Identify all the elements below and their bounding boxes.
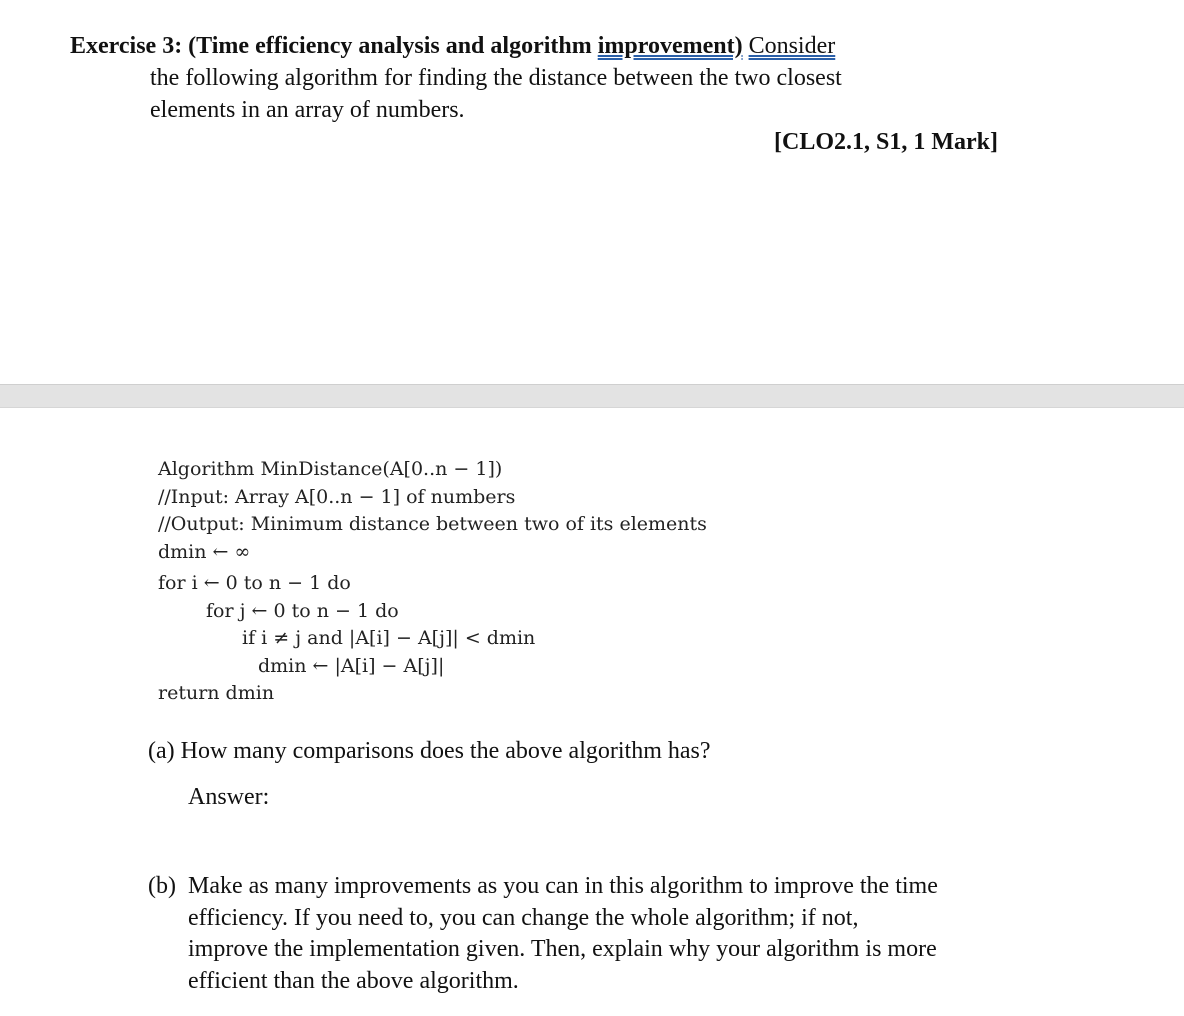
question-a xyxy=(148,736,711,768)
question-b-line-4: efficient than the above algorithm. xyxy=(188,967,519,994)
exercise-title-underlined: improvement) xyxy=(597,33,743,59)
question-b-label: (b) xyxy=(148,873,176,899)
algorithm-output-comment: //Output: Minimum distance between two of its elements xyxy=(158,513,707,535)
page-break-divider xyxy=(0,384,1184,408)
question-a-text: How many comparisons does the above algorithm has? xyxy=(180,738,711,764)
algorithm-signature: Algorithm MinDistance(A[0..n − 1]) xyxy=(158,458,503,480)
question-b-line-2: efficiency. If you need to, you can change the whole algorithm; if not, xyxy=(188,904,859,931)
algorithm-condition: if i ≠ j and |A[i] − A[j]| < dmin xyxy=(242,627,536,649)
question-b xyxy=(148,871,938,997)
algorithm-init-line: dmin ← ∞ xyxy=(158,540,251,563)
question-a-label: (a) xyxy=(148,738,175,764)
exercise-title-line xyxy=(70,30,1030,62)
exercise-header xyxy=(70,30,1030,155)
exercise-title: Exercise 3: (Time efficiency analysis and algorithm xyxy=(70,33,592,59)
exercise-title-tail: Consider xyxy=(748,33,836,59)
exercise-description-line-1: the following algorithm for finding the distance between the two closest xyxy=(150,65,842,91)
algorithm-return: return dmin xyxy=(158,682,275,704)
algorithm-input-comment: //Input: Array A[0..n − 1] of numbers xyxy=(158,485,516,508)
algorithm-inner-loop: for j ← 0 to n − 1 do xyxy=(206,599,399,622)
algorithm-block xyxy=(158,456,707,708)
question-b-line-1: Make as many improvements as you can in this algorithm to improve the time xyxy=(188,873,938,899)
question-b-line-3: improve the implementation given. Then, explain why your algorithm is more xyxy=(188,936,937,962)
algorithm-outer-loop: for i ← 0 to n − 1 do xyxy=(158,572,351,594)
exercise-description-line-2: elements in an array of numbers. xyxy=(150,97,465,123)
algorithm-assignment: dmin ← |A[i] − A[j]| xyxy=(258,654,445,677)
answer-label: Answer: xyxy=(188,784,270,810)
clo-mark-label: [CLO2.1, S1, 1 Mark] xyxy=(774,129,998,155)
question-b-body xyxy=(188,871,938,997)
